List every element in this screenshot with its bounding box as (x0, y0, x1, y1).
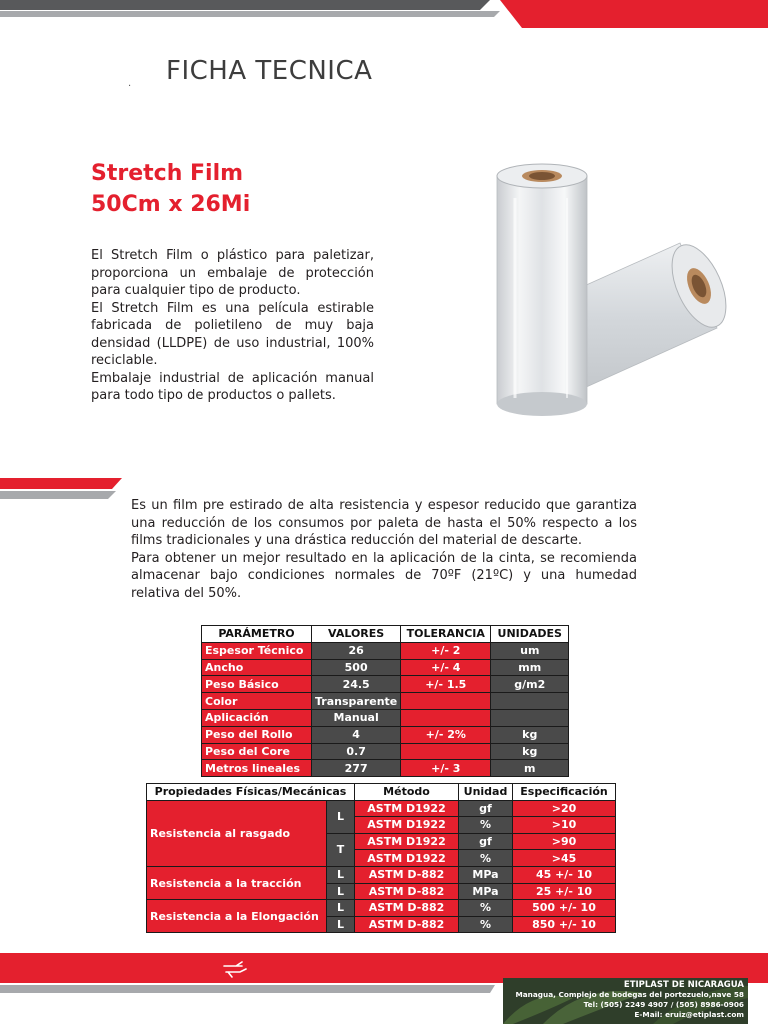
body-paragraph: Para obtener un mejor resultado en la aplicación de la cinta, se recomienda almacenar bajo condiciones normales de 70ºF (21ºC) y una humedad relativa del 50%. (131, 550, 637, 601)
description-paragraph: El Stretch Film o plástico para paletizar, proporciona un embalaje de protección para cualquier tipo de producto. (91, 248, 374, 298)
test-unit: gf (459, 833, 513, 850)
test-unit: % (459, 900, 513, 917)
table-row (202, 726, 569, 743)
column-header: TOLERANCIA (401, 626, 491, 643)
top-decoration-bars (0, 0, 768, 40)
parameter-tolerance: +/- 3 (401, 760, 491, 777)
column-header: Método (355, 784, 459, 801)
test-specification: >90 (513, 833, 616, 850)
test-method: ASTM D1922 (355, 817, 459, 834)
test-specification: 850 +/- 10 (513, 916, 616, 933)
product-name (91, 158, 250, 220)
test-method: ASTM D-882 (355, 866, 459, 883)
table-row (147, 900, 616, 917)
table-row (202, 659, 569, 676)
contact-text (503, 980, 748, 1020)
table-row (202, 743, 569, 760)
table-row (202, 693, 569, 710)
parameter-value: 26 (312, 642, 401, 659)
parameter-tolerance: +/- 4 (401, 659, 491, 676)
test-unit: MPa (459, 866, 513, 883)
property-name: Resistencia a la Elongación (147, 900, 327, 933)
product-description (91, 247, 374, 405)
parameter-unit (491, 693, 569, 710)
parameter-unit: kg (491, 726, 569, 743)
test-method: ASTM D1922 (355, 850, 459, 867)
direction-label: T (327, 833, 355, 866)
test-method: ASTM D-882 (355, 900, 459, 917)
table-header-row (147, 784, 616, 801)
front-roll (497, 164, 587, 416)
parameter-unit: kg (491, 743, 569, 760)
parameter-value: 0.7 (312, 743, 401, 760)
description-paragraph: El Stretch Film es una película estirable fabricada de polietileno de muy baja densidad (LLDPE) de uso industrial, 100% reciclable. (91, 300, 374, 368)
parameter-value: 24.5 (312, 676, 401, 693)
body-text (131, 497, 637, 603)
parameter-value: 500 (312, 659, 401, 676)
parameter-name: Peso del Rollo (202, 726, 312, 743)
parameter-tolerance: +/- 1.5 (401, 676, 491, 693)
parameter-name: Color (202, 693, 312, 710)
parameter-name: Metros lineales (202, 760, 312, 777)
specification-table (201, 625, 569, 777)
table-row (202, 709, 569, 726)
property-name: Resistencia al rasgado (147, 800, 327, 866)
parameter-value: Transparente (312, 693, 401, 710)
table-row (202, 760, 569, 777)
column-header: Especificación (513, 784, 616, 801)
direction-label: L (327, 883, 355, 900)
parameter-unit: um (491, 642, 569, 659)
parameter-tolerance (401, 709, 491, 726)
table-header-row (202, 626, 569, 643)
test-method: ASTM D-882 (355, 883, 459, 900)
parameter-value: Manual (312, 709, 401, 726)
parameter-tolerance: +/- 2% (401, 726, 491, 743)
parameter-value: 277 (312, 760, 401, 777)
parameter-unit: m (491, 760, 569, 777)
company-name: ETIPLAST DE NICARAGUA (623, 980, 744, 990)
parameter-name: Peso Básico (202, 676, 312, 693)
parameter-name: Ancho (202, 659, 312, 676)
test-unit: % (459, 850, 513, 867)
table-row (147, 800, 616, 817)
test-method: ASTM D-882 (355, 916, 459, 933)
test-specification: >45 (513, 850, 616, 867)
parameter-tolerance (401, 743, 491, 760)
test-specification: >20 (513, 800, 616, 817)
pointing-hand-icon (222, 960, 252, 978)
company-phone: Tel: (505) 2249 4907 / (505) 8986-0906 (583, 1000, 744, 1009)
parameter-unit: mm (491, 659, 569, 676)
column-header: Propiedades Físicas/Mecánicas (147, 784, 355, 801)
title-bullet: . (128, 78, 132, 89)
description-paragraph: Embalaje industrial de aplicación manual para todo tipo de productos o pallets. (91, 370, 374, 403)
parameter-unit (491, 709, 569, 726)
column-header: PARÁMETRO (202, 626, 312, 643)
stretch-film-rolls-image (455, 158, 730, 420)
test-unit: gf (459, 800, 513, 817)
column-header: Unidad (459, 784, 513, 801)
company-address: Managua, Complejo de bodegas del portezuelo,nave 58 (515, 990, 744, 999)
test-unit: MPa (459, 883, 513, 900)
direction-label: L (327, 866, 355, 883)
page-title: FICHA TECNICA (166, 56, 373, 86)
direction-label: L (327, 900, 355, 917)
company-email: E-Mail: eruiz@etiplast.com (634, 1010, 744, 1019)
product-name-line2: 50Cm x 26Mi (91, 192, 251, 217)
parameter-name: Aplicación (202, 709, 312, 726)
column-header: UNIDADES (491, 626, 569, 643)
parameter-name: Peso del Core (202, 743, 312, 760)
product-name-line1: Stretch Film (91, 161, 244, 186)
property-name: Resistencia a la tracción (147, 866, 327, 899)
test-specification: 45 +/- 10 (513, 866, 616, 883)
physical-properties-table (146, 783, 616, 933)
test-method: ASTM D1922 (355, 833, 459, 850)
parameter-tolerance: +/- 2 (401, 642, 491, 659)
contact-info-box (503, 978, 748, 1024)
test-unit: % (459, 916, 513, 933)
test-specification: >10 (513, 817, 616, 834)
parameter-tolerance (401, 693, 491, 710)
test-specification: 25 +/- 10 (513, 883, 616, 900)
direction-label: L (327, 916, 355, 933)
parameter-name: Espesor Técnico (202, 642, 312, 659)
table-row (202, 642, 569, 659)
column-header: VALORES (312, 626, 401, 643)
body-paragraph: Es un film pre estirado de alta resistencia y espesor reducido que garantiza una reducción de los consumos por paleta de hasta el 50% respecto a los films tradicionales y una drástica reducción del material de descarte. (131, 498, 637, 549)
table-row (202, 676, 569, 693)
test-specification: 500 +/- 10 (513, 900, 616, 917)
parameter-value: 4 (312, 726, 401, 743)
test-method: ASTM D1922 (355, 800, 459, 817)
test-unit: % (459, 817, 513, 834)
table-row (147, 866, 616, 883)
direction-label: L (327, 800, 355, 833)
parameter-unit: g/m2 (491, 676, 569, 693)
